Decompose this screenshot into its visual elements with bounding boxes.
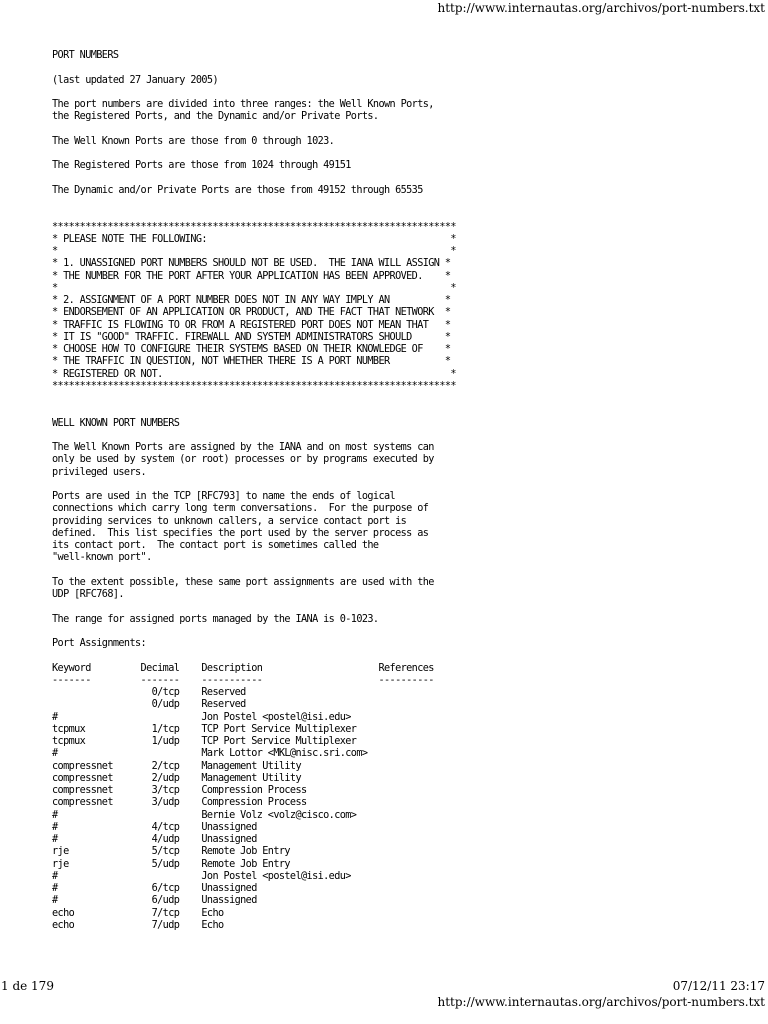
document-line: * ENDORSEMENT OF AN APPLICATION OR PRODUCT, AND THE FACT THAT NETWORK * bbox=[52, 307, 451, 319]
document-line: echo 7/tcp Echo bbox=[52, 907, 224, 919]
document-line: only be used by system (or root) processes or by programs executed by bbox=[52, 454, 434, 466]
document-line: * THE NUMBER FOR THE PORT AFTER YOUR APPLICATION HAS BEEN APPROVED. * bbox=[52, 270, 451, 282]
document-line: * REGISTERED OR NOT. * bbox=[52, 368, 456, 380]
document-line: The Registered Ports are those from 1024 through 49151 bbox=[52, 160, 351, 172]
document-line: * 2. ASSIGNMENT OF A PORT NUMBER DOES NOT IN ANY WAY IMPLY AN * bbox=[52, 295, 451, 306]
document-line: privileged users. bbox=[52, 466, 147, 478]
document-line: The Well Known Ports are assigned by the IANA and on most systems can bbox=[52, 442, 434, 453]
document-line: # Jon Postel <postel@isi.edu> bbox=[52, 870, 351, 882]
document-line: ------- ------- ----------- ---------- bbox=[52, 674, 434, 686]
document-line: # Jon Postel <postel@isi.edu> bbox=[52, 711, 351, 723]
document-line: To the extent possible, these same port assignments are used with the bbox=[52, 576, 434, 588]
document-line: The port numbers are divided into three ranges: the Well Known Ports, bbox=[52, 99, 434, 110]
header-url: http://www.internautas.org/archivos/port-numbers.txt bbox=[437, 1, 765, 15]
document-line: tcpmux 1/tcp TCP Port Service Multiplexer bbox=[52, 723, 357, 735]
document-line: compressnet 2/udp Management Utility bbox=[52, 772, 302, 784]
document-line bbox=[52, 650, 456, 662]
document-line: UDP [RFC768]. bbox=[52, 589, 124, 600]
document-line: Keyword Decimal Description References bbox=[52, 662, 434, 674]
document-line: 0/udp Reserved bbox=[52, 699, 246, 711]
document-line: compressnet 2/tcp Management Utility bbox=[52, 760, 302, 772]
document-line bbox=[52, 601, 456, 613]
document-line: "well-known port". bbox=[52, 552, 152, 564]
document-line: The Well Known Ports are those from 0 through 1023. bbox=[52, 135, 335, 147]
document-line bbox=[52, 173, 456, 185]
document-line: ************************************************************************* bbox=[52, 221, 456, 233]
document-line bbox=[52, 626, 456, 638]
document-line bbox=[52, 479, 456, 491]
document-line: * PLEASE NOTE THE FOLLOWING: * bbox=[52, 233, 456, 245]
document-line bbox=[52, 405, 456, 417]
document-line: # Bernie Volz <volz@cisco.com> bbox=[52, 809, 357, 821]
document-line: * TRAFFIC IS FLOWING TO OR FROM A REGISTERED PORT DOES NOT MEAN THAT * bbox=[52, 319, 451, 331]
document-line: PORT NUMBERS bbox=[52, 50, 119, 61]
document-line: The Dynamic and/or Private Ports are those from 49152 through 65535 bbox=[52, 184, 423, 196]
document-line: Ports are used in the TCP [RFC793] to name the ends of logical bbox=[52, 491, 396, 502]
document-line bbox=[52, 124, 456, 136]
document-line: rje 5/tcp Remote Job Entry bbox=[52, 846, 290, 858]
document-line: # 6/udp Unassigned bbox=[52, 895, 257, 907]
document-line bbox=[52, 393, 456, 405]
document-line: connections which carry long term conversations. For the purpose of bbox=[52, 503, 429, 515]
document-line: # 4/udp Unassigned bbox=[52, 834, 257, 845]
document-line: 0/tcp Reserved bbox=[52, 687, 246, 698]
document-line bbox=[52, 148, 456, 160]
document-line: WELL KNOWN PORT NUMBERS bbox=[52, 417, 180, 429]
print-datetime: 07/12/11 23:17 bbox=[672, 979, 765, 993]
document-body bbox=[52, 50, 456, 932]
document-line: # 4/tcp Unassigned bbox=[52, 821, 257, 833]
document-line: rje 5/udp Remote Job Entry bbox=[52, 858, 290, 870]
document-line: * THE TRAFFIC IN QUESTION, NOT WHETHER THERE IS A PORT NUMBER * bbox=[52, 356, 451, 368]
document-line: * CHOOSE HOW TO CONFIGURE THEIR SYSTEMS BASED ON THEIR KNOWLEDGE OF * bbox=[52, 344, 451, 355]
document-line: the Registered Ports, and the Dynamic and/or Private Ports. bbox=[52, 111, 379, 123]
document-line: echo 7/udp Echo bbox=[52, 919, 224, 931]
document-line: (last updated 27 January 2005) bbox=[52, 74, 219, 86]
document-line: The range for assigned ports managed by the IANA is 0-1023. bbox=[52, 613, 379, 625]
document-line: defined. This list specifies the port used by the server process as bbox=[52, 527, 429, 539]
document-line: Port Assignments: bbox=[52, 638, 147, 649]
document-line: # 6/tcp Unassigned bbox=[52, 883, 257, 894]
document-line: # Mark Lottor <MKL@nisc.sri.com> bbox=[52, 748, 368, 760]
document-line: ************************************************************************* bbox=[52, 380, 456, 392]
document-line bbox=[52, 87, 456, 99]
document-line: tcpmux 1/udp TCP Port Service Multiplexer bbox=[52, 736, 357, 747]
document-line: providing services to unknown callers, a service contact port is bbox=[52, 515, 407, 527]
document-line bbox=[52, 565, 456, 577]
document-line: * * bbox=[52, 246, 456, 257]
document-line bbox=[52, 197, 456, 209]
document-line: * * bbox=[52, 282, 456, 294]
document-line: its contact port. The contact port is sometimes called the bbox=[52, 540, 379, 551]
document-line bbox=[52, 430, 456, 442]
document-line: compressnet 3/tcp Compression Process bbox=[52, 785, 307, 796]
document-line: * 1. UNASSIGNED PORT NUMBERS SHOULD NOT BE USED. THE IANA WILL ASSIGN * bbox=[52, 258, 451, 270]
document-line: compressnet 3/udp Compression Process bbox=[52, 797, 307, 809]
document-line bbox=[52, 62, 456, 74]
page-number: 1 de 179 bbox=[1, 979, 54, 993]
footer-url: http://www.internautas.org/archivos/port-numbers.txt bbox=[437, 995, 765, 1009]
document-line bbox=[52, 209, 456, 221]
document-line: * IT IS "GOOD" TRAFFIC. FIREWALL AND SYSTEM ADMINISTRATORS SHOULD * bbox=[52, 331, 451, 343]
